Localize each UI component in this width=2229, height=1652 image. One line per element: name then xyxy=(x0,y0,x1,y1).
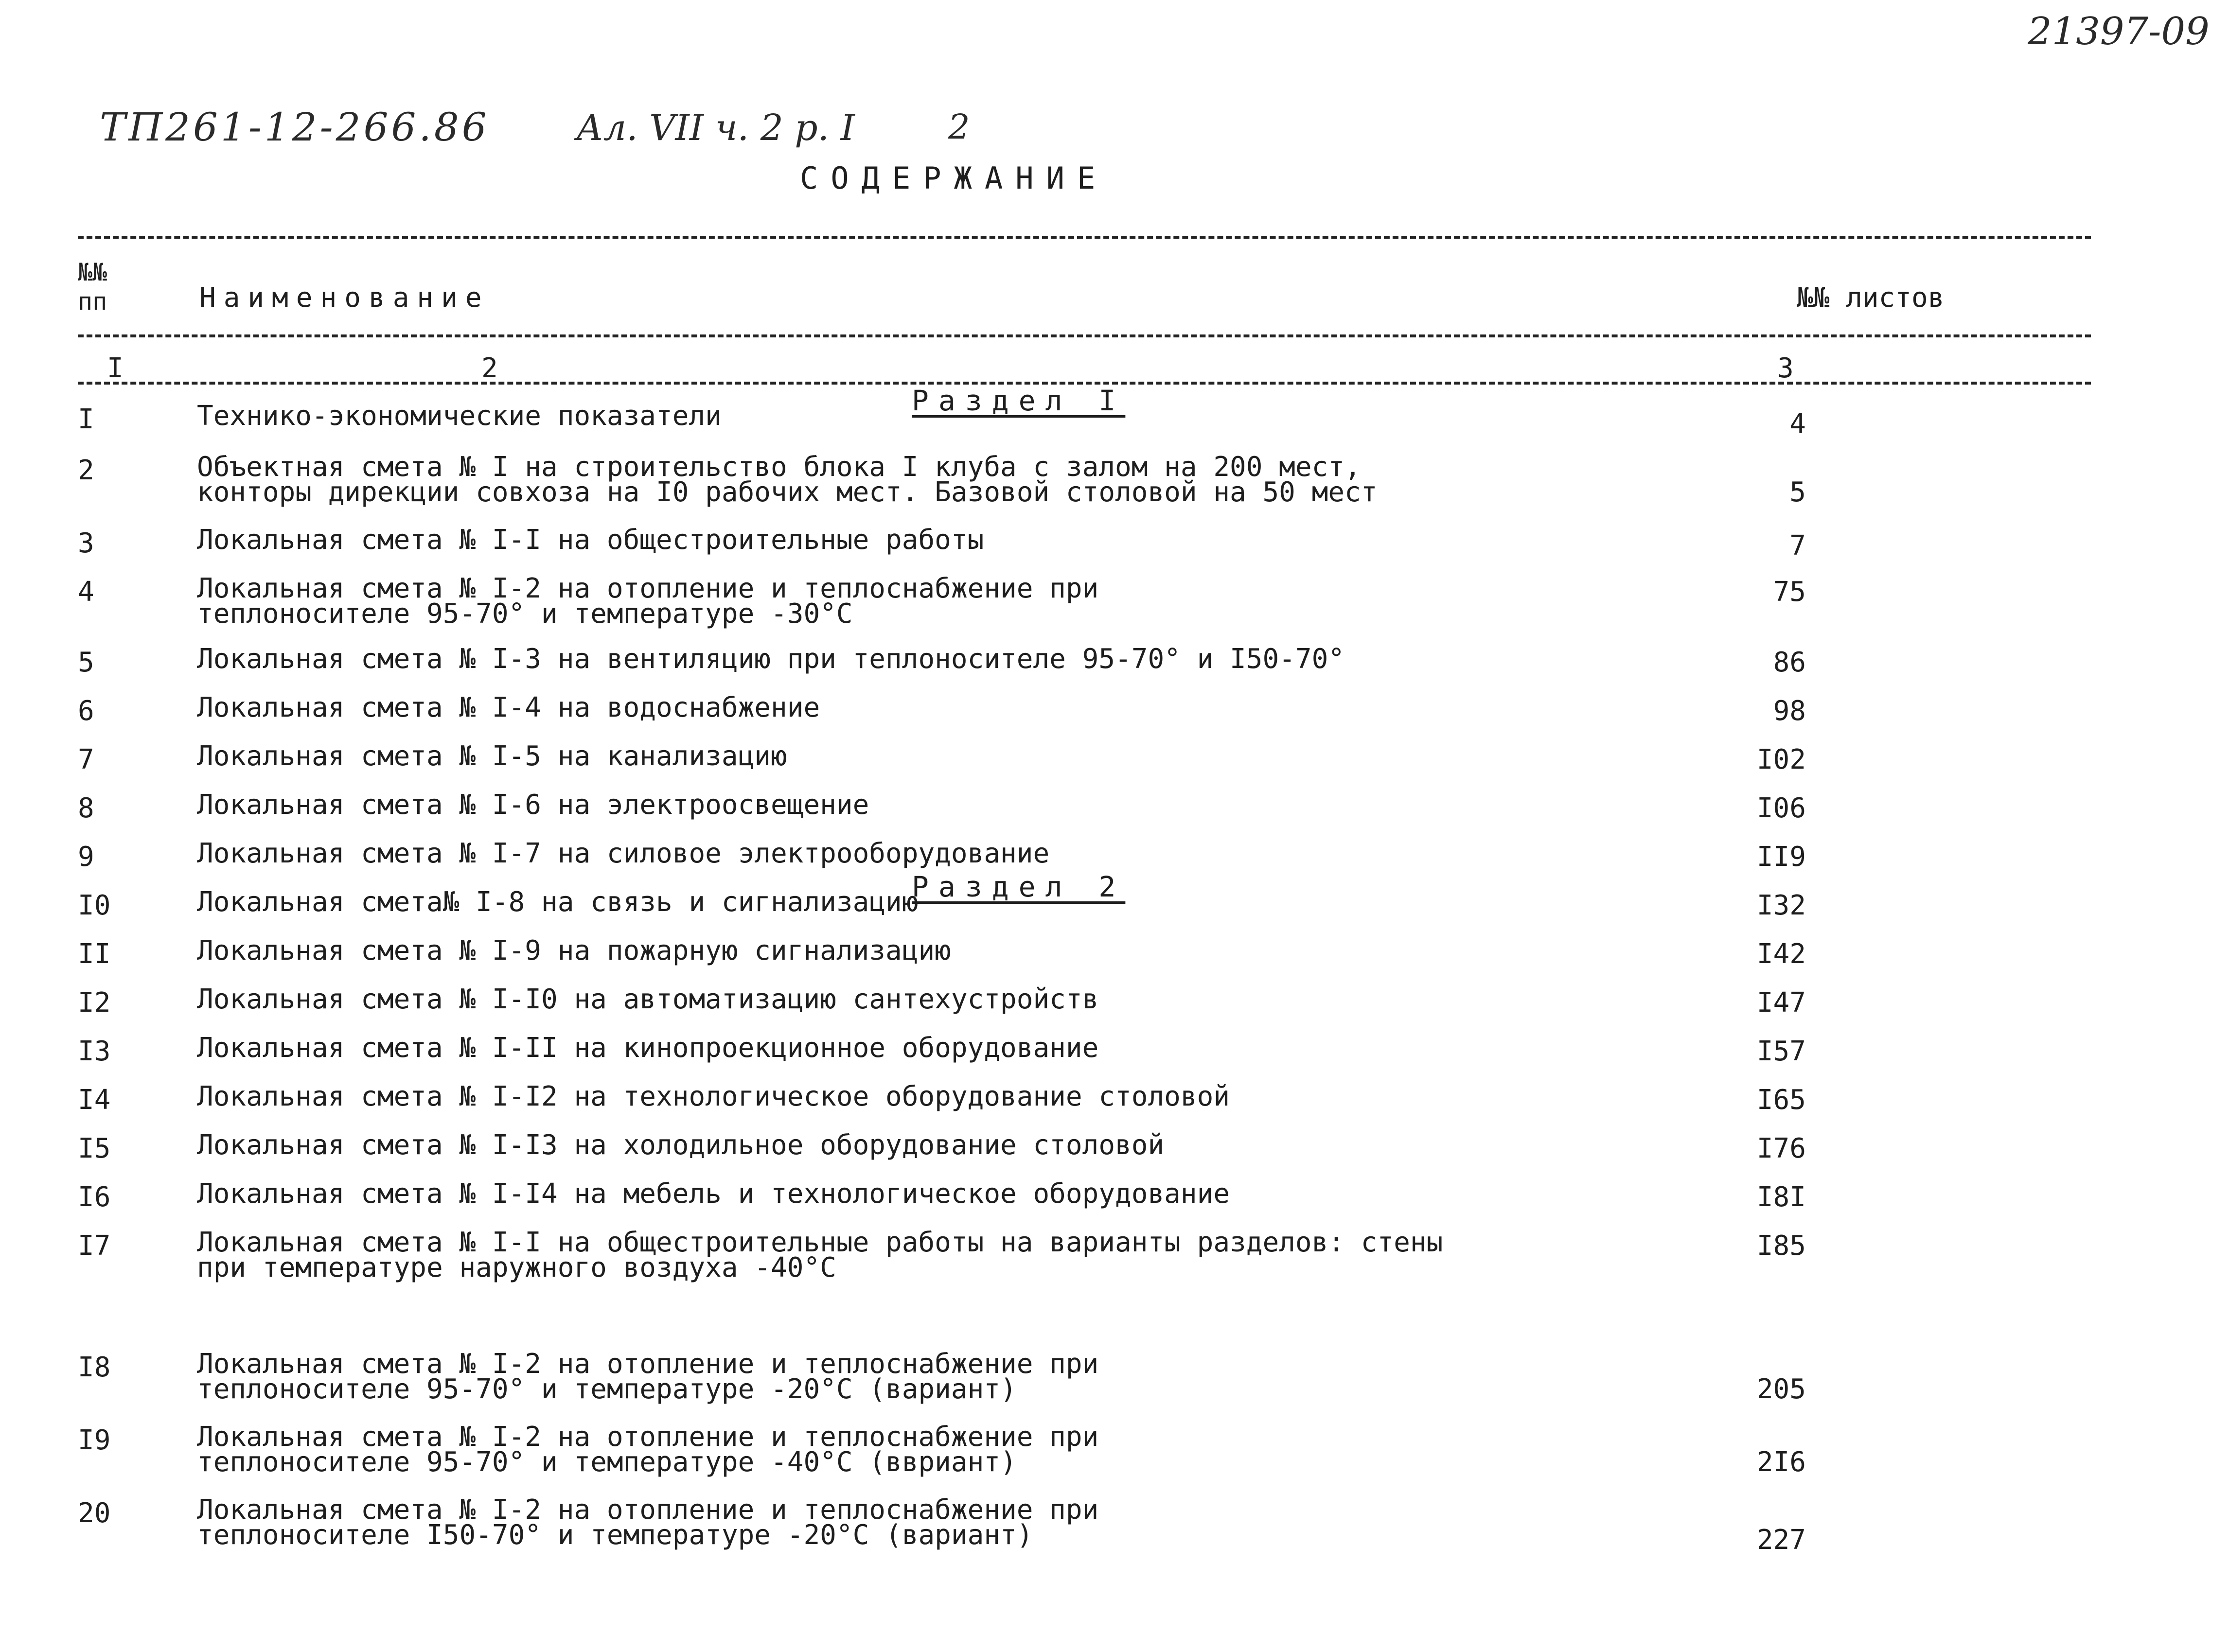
page-title: СОДЕРЖАНИЕ xyxy=(800,160,1108,196)
row-sheet: I42 xyxy=(1756,938,1806,970)
row-name: Локальная смета № I-5 на канализацию xyxy=(197,740,787,772)
row-name: Локальная смета№ I-8 на связь и сигнализацию xyxy=(197,886,919,918)
row-sheet: I06 xyxy=(1756,792,1806,824)
row-number: 20 xyxy=(78,1497,111,1529)
row-number: 9 xyxy=(78,841,94,873)
row-sheet: I32 xyxy=(1756,890,1806,921)
row-number: I xyxy=(78,404,94,435)
row-name: Локальная смета № I-2 на отопление и теплоснабжение при теплоносителе I50-70° и температуре -20°С (вариант) xyxy=(197,1494,1099,1551)
row-number: 4 xyxy=(78,576,94,608)
row-sheet: 86 xyxy=(1773,647,1806,678)
row-name: Локальная смета № I-I2 на технологическое оборудование столовой xyxy=(197,1081,1230,1112)
row-name: Локальная смета № I-9 на пожарную сигнализацию xyxy=(197,935,951,967)
row-number: I2 xyxy=(78,987,111,1019)
section-heading-1: Раздел I xyxy=(912,384,1126,417)
row-name: Локальная смета № I-I на общестроительные работы на варианты разделов: стены при температуре наружного воздуха -40°С xyxy=(197,1227,1443,1283)
document-code: ТП261-12-266.86 xyxy=(100,105,490,150)
row-sheet: II9 xyxy=(1756,841,1806,873)
row-sheet: 4 xyxy=(1789,408,1806,440)
album-reference: Ал. VII ч. 2 р. I xyxy=(576,107,855,149)
archive-number: 21397-09 xyxy=(2028,10,2210,53)
row-number: I8 xyxy=(78,1352,111,1383)
row-name: Локальная смета № I-II на кинопроекционное оборудование xyxy=(197,1032,1099,1064)
row-sheet: 75 xyxy=(1773,576,1806,608)
row-name: Объектная смета № I на строительство блока I клуба с залом на 200 мест, конторы дирекции совхоза на I0 рабочих мест. Базовой столовой на 50 мест xyxy=(197,451,1378,508)
rule-header-bottom xyxy=(78,334,2091,337)
header-name: Наименование xyxy=(199,282,490,314)
row-name: Технико-экономические показатели xyxy=(197,400,722,432)
section-heading-2: Раздел 2 xyxy=(912,870,1126,903)
row-number: I6 xyxy=(78,1181,111,1213)
row-sheet: I65 xyxy=(1756,1084,1806,1116)
page-number: 2 xyxy=(948,107,970,147)
row-sheet: 227 xyxy=(1756,1524,1806,1556)
row-number: 8 xyxy=(78,792,94,824)
row-number: I7 xyxy=(78,1230,111,1262)
row-sheet: I47 xyxy=(1756,987,1806,1019)
row-name: Локальная смета № I-I0 на автоматизацию сантехустройств xyxy=(197,984,1099,1015)
row-number: I5 xyxy=(78,1133,111,1164)
row-sheet: I8I xyxy=(1756,1181,1806,1213)
row-name: Локальная смета № I-2 на отопление и теплоснабжение при теплоносителе 95-70° и температуре -30°С xyxy=(197,573,1099,630)
row-name: Локальная смета № I-7 на силовое электрооборудование xyxy=(197,838,1050,869)
row-number: I4 xyxy=(78,1084,111,1116)
row-sheet: 5 xyxy=(1789,476,1806,508)
column-number-3: 3 xyxy=(1777,352,1794,384)
row-number: 7 xyxy=(78,744,94,775)
row-name: Локальная смета № I-I3 на холодильное оборудование столовой xyxy=(197,1129,1165,1161)
row-number: 2 xyxy=(78,455,94,486)
row-number: I9 xyxy=(78,1424,111,1456)
row-name: Локальная смета № I-2 на отопление и теплоснабжение при теплоносителе 95-70° и температуре -20°С (вариант) xyxy=(197,1348,1099,1405)
row-sheet: I57 xyxy=(1756,1036,1806,1067)
row-number: 6 xyxy=(78,695,94,727)
row-number: I3 xyxy=(78,1036,111,1067)
rule-top xyxy=(78,236,2091,239)
row-sheet: 7 xyxy=(1789,530,1806,562)
header-sheets: №№ листов xyxy=(1797,282,1945,314)
row-name: Локальная смета № I-4 на водоснабжение xyxy=(197,692,820,723)
row-name: Локальная смета № I-2 на отопление и теплоснабжение при теплоносителе 95-70° и температуре -40°С (ввриант) xyxy=(197,1421,1099,1478)
row-sheet: 2I6 xyxy=(1756,1446,1806,1478)
row-sheet: I02 xyxy=(1756,744,1806,775)
column-number-1: I xyxy=(107,352,124,384)
row-number: 5 xyxy=(78,647,94,678)
row-name: Локальная смета № I-I на общестроительные работы xyxy=(197,524,984,556)
row-name: Локальная смета № I-3 на вентиляцию при теплоносителе 95-70° и I50-70° xyxy=(197,643,1345,675)
row-sheet: 98 xyxy=(1773,695,1806,727)
row-sheet: I85 xyxy=(1756,1230,1806,1262)
row-number: 3 xyxy=(78,527,94,559)
row-number: II xyxy=(78,938,111,970)
row-name: Локальная смета № I-I4 на мебель и технологическое оборудование xyxy=(197,1178,1230,1210)
row-number: I0 xyxy=(78,890,111,921)
row-sheet: I76 xyxy=(1756,1133,1806,1164)
row-sheet: 205 xyxy=(1756,1373,1806,1405)
row-name: Локальная смета № I-6 на электроосвещение xyxy=(197,789,869,821)
header-num: №№ пп xyxy=(78,258,107,316)
column-number-2: 2 xyxy=(481,352,498,384)
